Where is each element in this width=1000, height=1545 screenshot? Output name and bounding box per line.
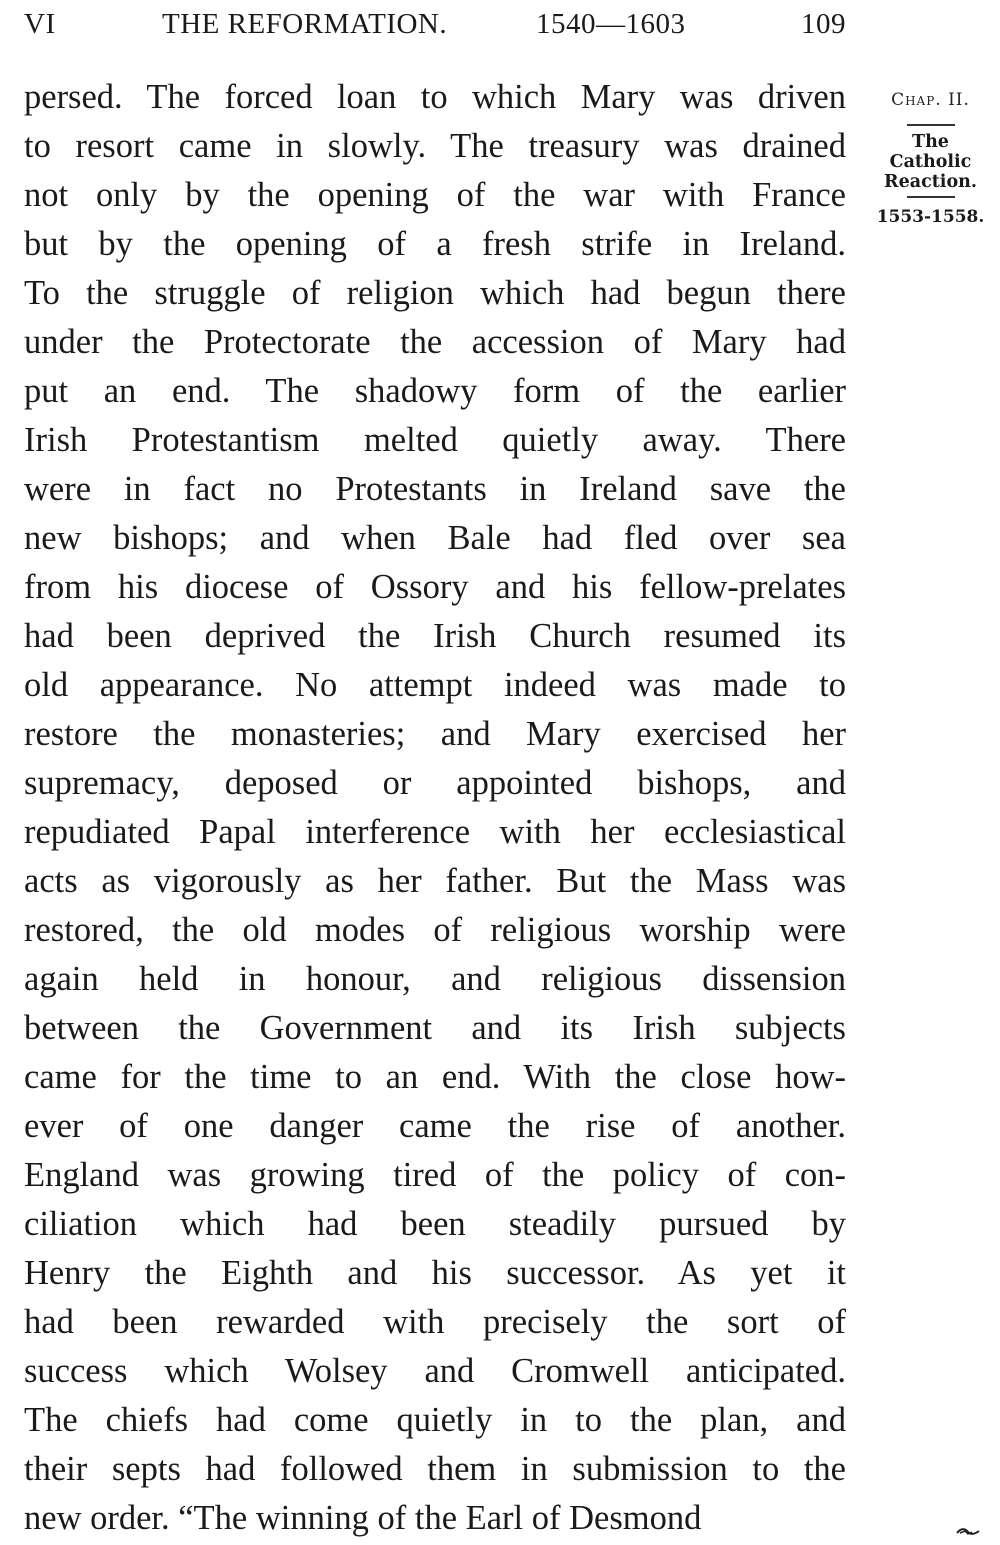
text-line: not only by the opening of the war with France [24,176,846,214]
catchword-ornament-icon [956,1525,980,1537]
running-title: THE REFORMATION. [162,8,448,40]
text-line: but by the opening of a fresh strife in Ireland. [24,225,846,263]
running-years: 1540—1603 [536,8,686,40]
text-line: to resort came in slowly. The treasury was drained [24,127,846,165]
margin-note [868,80,993,230]
text-line: ciliation which had been steadily pursued by [24,1205,846,1243]
page-number: 109 [801,8,846,40]
text-line: between the Government and its Irish subjects [24,1009,846,1047]
text-line: old appearance. No attempt indeed was made to [24,666,846,704]
text-line: success which Wolsey and Cromwell anticipated. [24,1352,846,1390]
text-line: The chiefs had come quietly in to the plan, and [24,1401,846,1439]
running-header [24,4,846,44]
margin-rule-bottom [907,196,955,198]
text-line: persed. The forced loan to which Mary was driven [24,78,846,116]
margin-title [868,132,993,192]
text-line: under the Protectorate the accession of Mary had [24,323,846,361]
section-number: VI [24,8,56,40]
text-line: had been deprived the Irish Church resumed its [24,617,846,655]
text-line: supremacy, deposed or appointed bishops, and [24,764,846,802]
text-line: put an end. The shadowy form of the earlier [24,372,846,410]
margin-title-line: Catholic [889,152,972,172]
text-line: ever of one danger came the rise of another. [24,1107,846,1145]
text-line: acts as vigorously as her father. But the Mass was [24,862,846,900]
text-line: new order. “The winning of the Earl of Desmond [24,1499,702,1537]
text-line: England was growing tired of the policy of con- [24,1156,846,1194]
text-line: their septs had followed them in submission to the [24,1450,846,1488]
text-line: new bishops; and when Bale had fled over sea [24,519,846,557]
text-line: Irish Protestantism melted quietly away. There [24,421,846,459]
text-line: came for the time to an end. With the close how- [24,1058,846,1096]
text-line: from his diocese of Ossory and his fellow-prelates [24,568,846,606]
text-line: had been rewarded with precisely the sort of [24,1303,846,1341]
text-line: restore the monasteries; and Mary exercised her [24,715,846,753]
text-line: again held in honour, and religious dissension [24,960,846,998]
text-line: Henry the Eighth and his successor. As yet it [24,1254,846,1292]
margin-rule-top [907,124,955,126]
margin-title-line: Reaction. [884,172,977,192]
margin-chapter: Chap. II. [891,90,970,110]
margin-title-line: The [912,132,949,152]
text-line: repudiated Papal interference with her ecclesiastical [24,813,846,851]
margin-years: 1553-1558. [876,207,985,227]
text-line: were in fact no Protestants in Ireland save the [24,470,846,508]
text-line: To the struggle of religion which had begun there [24,274,846,312]
text-line: restored, the old modes of religious worship were [24,911,846,949]
body-text [24,73,846,1543]
